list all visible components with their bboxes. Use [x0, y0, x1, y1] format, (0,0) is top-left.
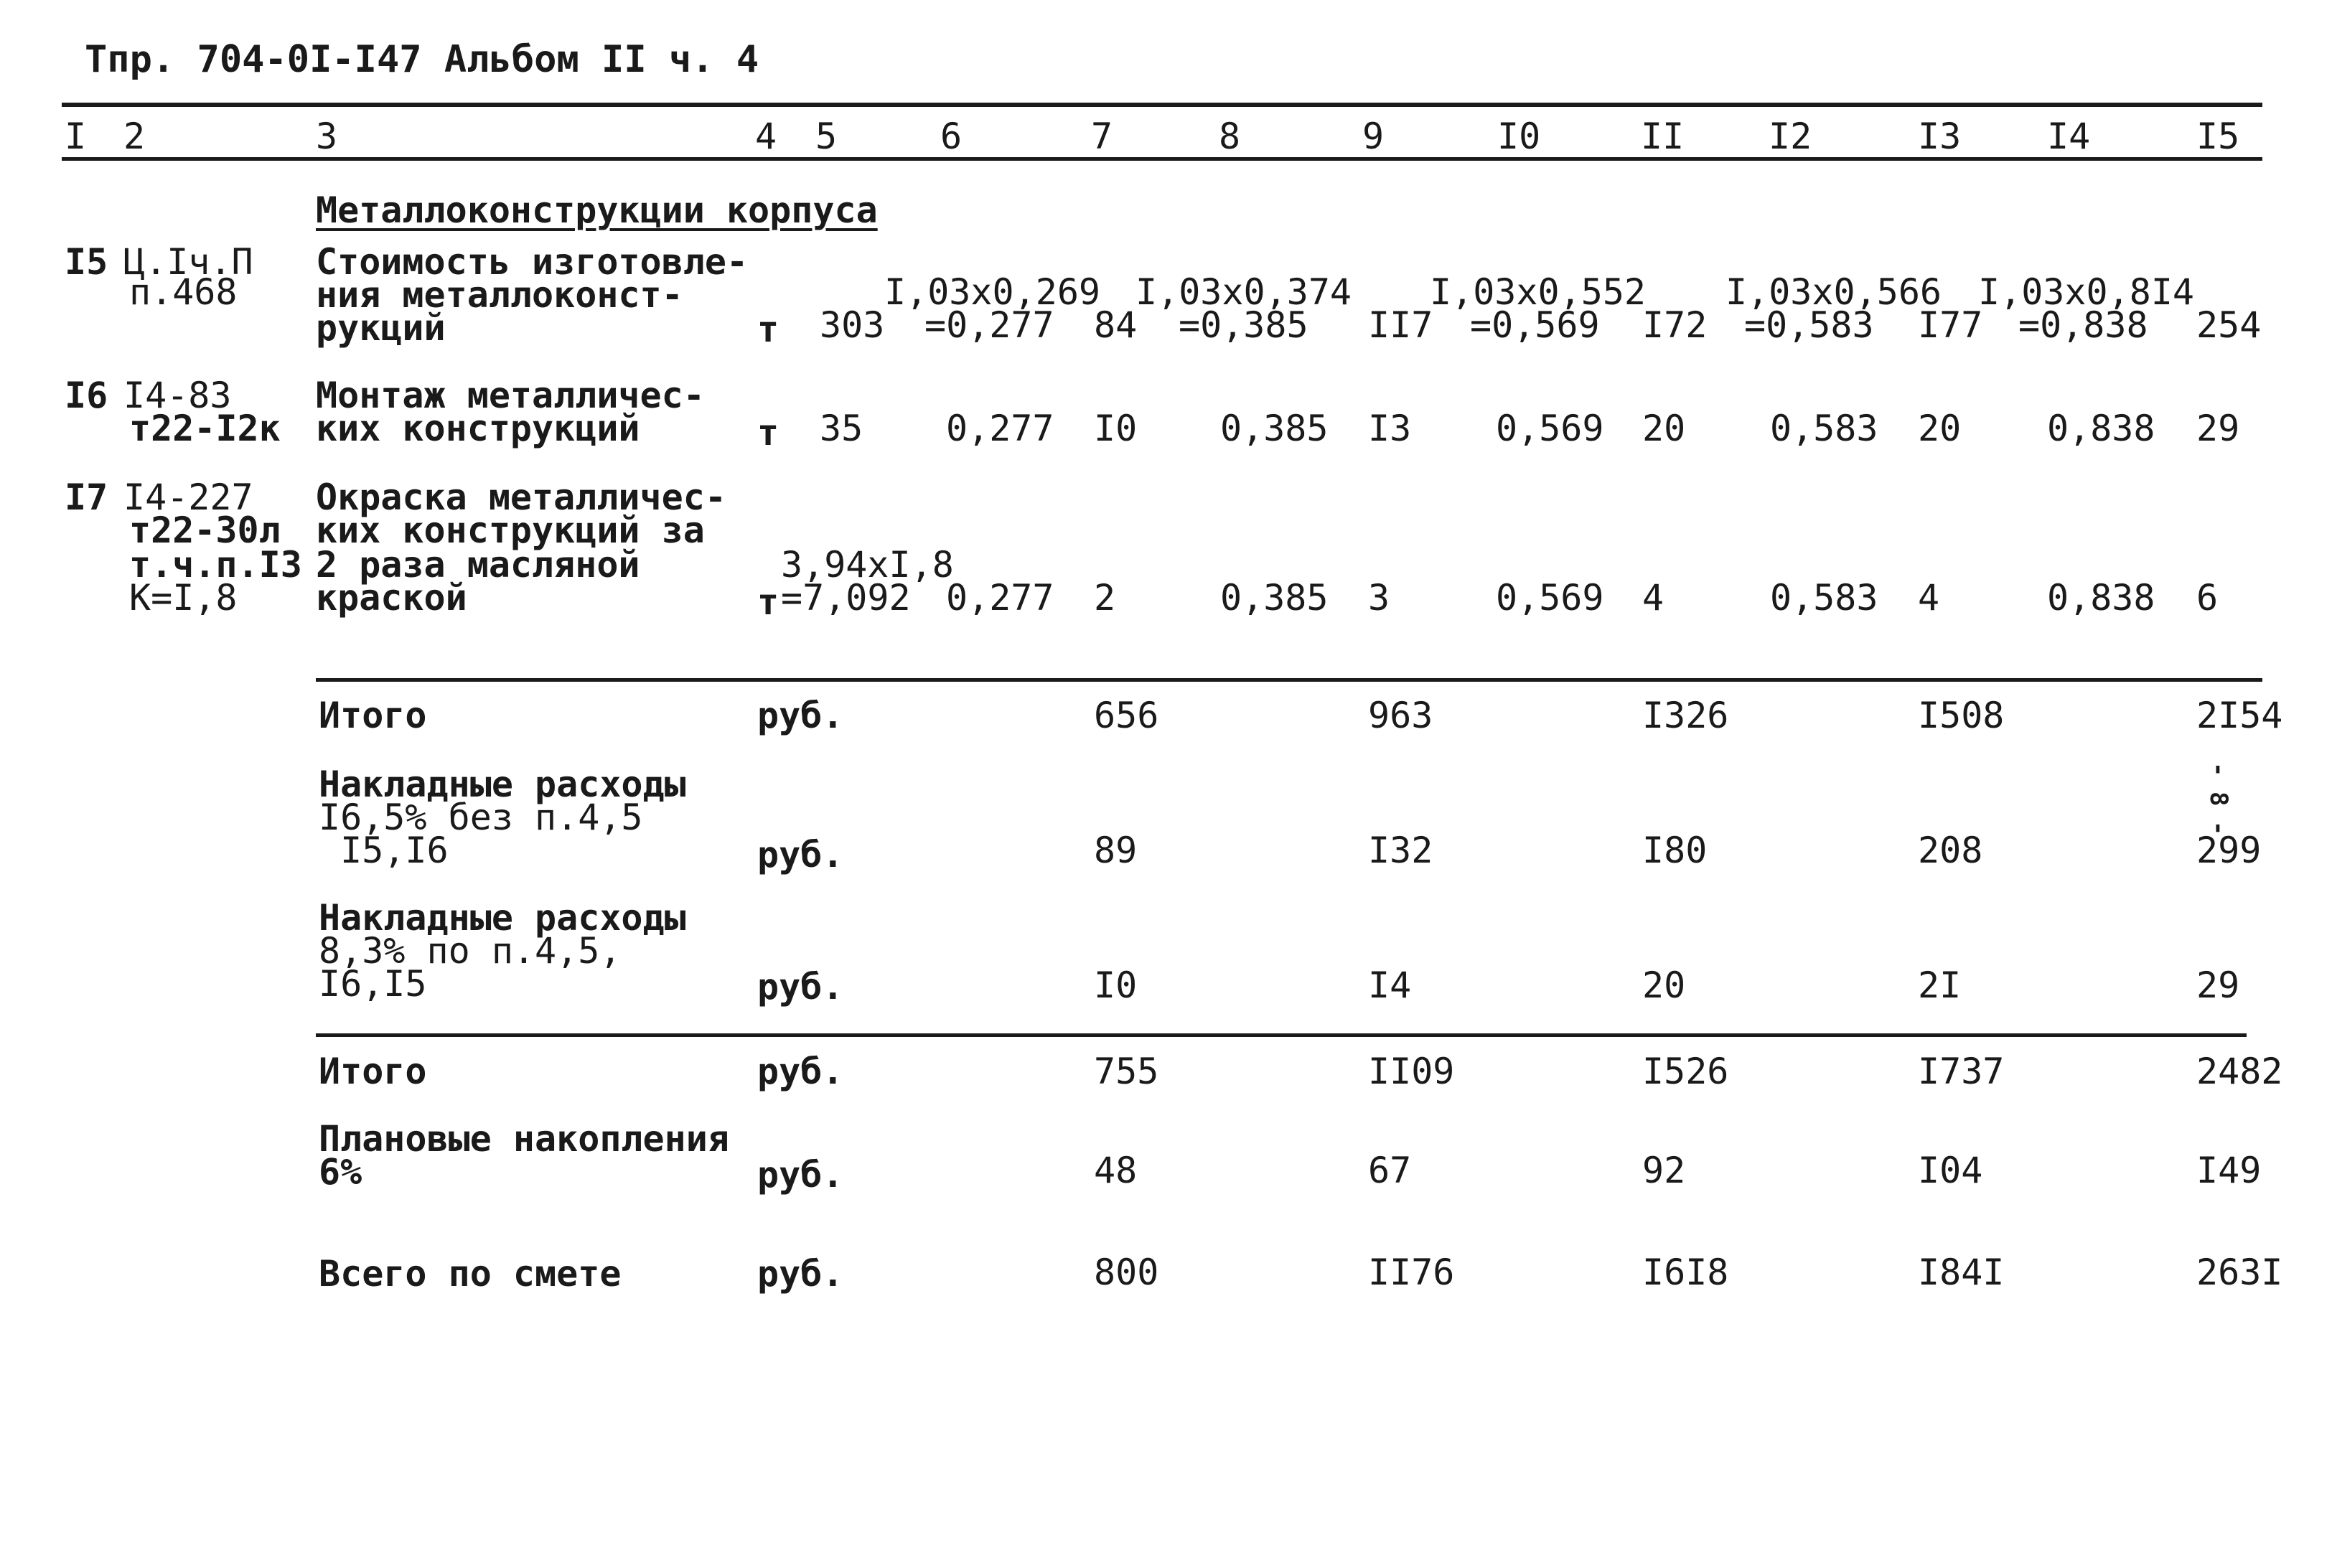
row-value: I77 [1918, 304, 1983, 346]
column-number: 8 [1219, 116, 1241, 157]
row-name: ких конструкций [316, 408, 640, 449]
page-number-mark: - 8 - [2204, 762, 2233, 836]
total-value: I508 [1918, 695, 2005, 736]
column-number: I5 [2196, 116, 2240, 157]
row-coefficient-formula: I,03x0,8I4 [1978, 271, 2195, 313]
top-rule [62, 103, 2262, 107]
row-number: I6 [65, 375, 108, 416]
row-value: 4 [1918, 577, 1940, 619]
row-coefficient-formula: I,03x0,269 [884, 271, 1101, 313]
row-coefficient-formula: I,03x0,552 [1430, 271, 1647, 313]
row-coefficient: 0,569 [1496, 577, 1604, 619]
row-quantity: =7,092 [781, 577, 911, 619]
total-label: Плановые накопления [319, 1118, 729, 1160]
column-number: I [65, 116, 87, 157]
row-coefficient: 0,569 [1496, 408, 1604, 449]
row-name: рукций [316, 307, 446, 349]
row-coefficient-formula: I,03x0,566 [1725, 271, 1942, 313]
row-unit: т [757, 581, 779, 623]
total-value: 263I [2196, 1252, 2283, 1293]
row-value: 20 [1918, 408, 1962, 449]
total-unit: руб. [757, 966, 844, 1008]
column-number: I4 [2047, 116, 2091, 157]
total-value: 299 [2196, 830, 2262, 871]
total-value: 89 [1094, 830, 1138, 871]
column-number: I3 [1918, 116, 1962, 157]
total-value: I737 [1918, 1051, 2005, 1092]
row-unit: т [757, 309, 779, 350]
total-value: I0 [1094, 964, 1138, 1006]
row-number: I5 [65, 241, 108, 283]
subtotal-rule [316, 678, 2262, 682]
column-number: 2 [123, 116, 146, 157]
total-unit: руб. [757, 1051, 844, 1092]
total-value: 656 [1094, 695, 1159, 736]
row-code: п.468 [129, 271, 238, 313]
column-number: 4 [755, 116, 777, 157]
row-coefficient: =0,569 [1470, 304, 1600, 346]
total-label: Итого [319, 1051, 427, 1092]
row-unit: т [757, 412, 779, 454]
row-coefficient: =0,838 [2018, 304, 2148, 346]
total-value: II09 [1368, 1051, 1455, 1092]
row-code: I4-227 [123, 476, 253, 518]
row-coefficient: 0,583 [1770, 577, 1878, 619]
total-unit: руб. [757, 1253, 844, 1295]
total-value: 2I [1918, 964, 1962, 1006]
total-label: 8,3% по п.4,5, [319, 930, 622, 972]
total-value: 20 [1642, 964, 1686, 1006]
column-number: 3 [316, 116, 338, 157]
row-coefficient: 0,277 [946, 577, 1054, 619]
row-code: т22-30л [129, 510, 281, 551]
total-value: I49 [2196, 1150, 2262, 1191]
column-number: 6 [940, 116, 963, 157]
column-number: 5 [815, 116, 838, 157]
total-label: I6,I5 [319, 963, 427, 1005]
total-value: 48 [1094, 1150, 1138, 1191]
total-value: 755 [1094, 1051, 1159, 1092]
row-value: I0 [1094, 408, 1138, 449]
row-value: 6 [2196, 577, 2219, 619]
row-name: 2 раза масляной [316, 544, 640, 586]
total-label: Накладные расходы [319, 764, 686, 805]
row-code: т22-I2к [129, 408, 281, 449]
total-value: II76 [1368, 1252, 1455, 1293]
total-value: 92 [1642, 1150, 1686, 1191]
total-label: Итого [319, 695, 427, 736]
row-value: 29 [2196, 408, 2240, 449]
total-label: Всего по смете [319, 1253, 622, 1295]
row-name: ких конструкций за [316, 510, 705, 551]
total-unit: руб. [757, 1154, 844, 1196]
row-coefficient: 0,385 [1220, 577, 1329, 619]
total-value: I84I [1918, 1252, 2005, 1293]
total-value: 208 [1918, 830, 1983, 871]
row-name: Монтаж металличес- [316, 375, 705, 416]
total-value: 2I54 [2196, 695, 2283, 736]
row-coefficient: 0,385 [1220, 408, 1329, 449]
row-coefficient: 0,838 [2047, 408, 2155, 449]
column-number: I2 [1769, 116, 1812, 157]
total-label: I5,I6 [319, 830, 449, 871]
row-coefficient: =0,385 [1179, 304, 1308, 346]
row-name: Окраска металличес- [316, 476, 726, 518]
row-value: 254 [2196, 304, 2262, 346]
row-value: 2 [1094, 577, 1116, 619]
column-number-rule [62, 157, 2262, 161]
total-value: I526 [1642, 1051, 1729, 1092]
row-code: I4-83 [123, 375, 232, 416]
row-quantity-formula: 3,94xI,8 [781, 544, 954, 586]
total-unit: руб. [757, 695, 844, 736]
total-label: I6,5% без п.4,5 [319, 797, 643, 838]
total-value: 29 [2196, 964, 2240, 1006]
total-value: I326 [1642, 695, 1729, 736]
row-value: 3 [1368, 577, 1390, 619]
section-title: Металлоконструкции корпуса [316, 189, 878, 231]
total-label: 6% [319, 1151, 362, 1193]
row-coefficient: 0,583 [1770, 408, 1878, 449]
total-value: 800 [1094, 1252, 1159, 1293]
total-value: I32 [1368, 830, 1433, 871]
column-number: II [1641, 116, 1685, 157]
total-value: I04 [1918, 1150, 1983, 1191]
row-code: К=I,8 [129, 577, 238, 619]
row-value: 84 [1094, 304, 1138, 346]
row-name: ния металлоконст- [316, 274, 683, 316]
row-quantity: 303 [820, 304, 885, 346]
row-value: I72 [1642, 304, 1708, 346]
total-unit: руб. [757, 834, 844, 875]
column-number: 7 [1091, 116, 1113, 157]
row-value: I3 [1368, 408, 1412, 449]
row-value: 4 [1642, 577, 1664, 619]
row-coefficient: 0,838 [2047, 577, 2155, 619]
row-number: I7 [65, 476, 108, 518]
total-value: I80 [1642, 830, 1708, 871]
total-value: I6I8 [1642, 1252, 1729, 1293]
column-number: 9 [1362, 116, 1385, 157]
row-coefficient: =0,583 [1744, 304, 1874, 346]
document-title: Тпр. 704-0I-I47 Альбом II ч. 4 [85, 38, 759, 81]
row-quantity: 35 [820, 408, 863, 449]
row-value: II7 [1368, 304, 1433, 346]
row-code: т.ч.п.I3 [129, 544, 302, 586]
column-number: I0 [1497, 116, 1541, 157]
row-code: Ц.Iч.П [123, 241, 253, 283]
total-value: 67 [1368, 1150, 1412, 1191]
row-value: 20 [1642, 408, 1686, 449]
subtotal-rule [316, 1033, 2247, 1037]
row-coefficient-formula: I,03x0,374 [1135, 271, 1352, 313]
row-name: Стоимость изготовле- [316, 241, 749, 283]
row-coefficient: 0,277 [946, 408, 1054, 449]
total-value: 2482 [2196, 1051, 2283, 1092]
row-coefficient: =0,277 [924, 304, 1054, 346]
total-value: I4 [1368, 964, 1412, 1006]
row-name: краской [316, 577, 467, 619]
total-value: 963 [1368, 695, 1433, 736]
total-label: Накладные расходы [319, 897, 686, 939]
